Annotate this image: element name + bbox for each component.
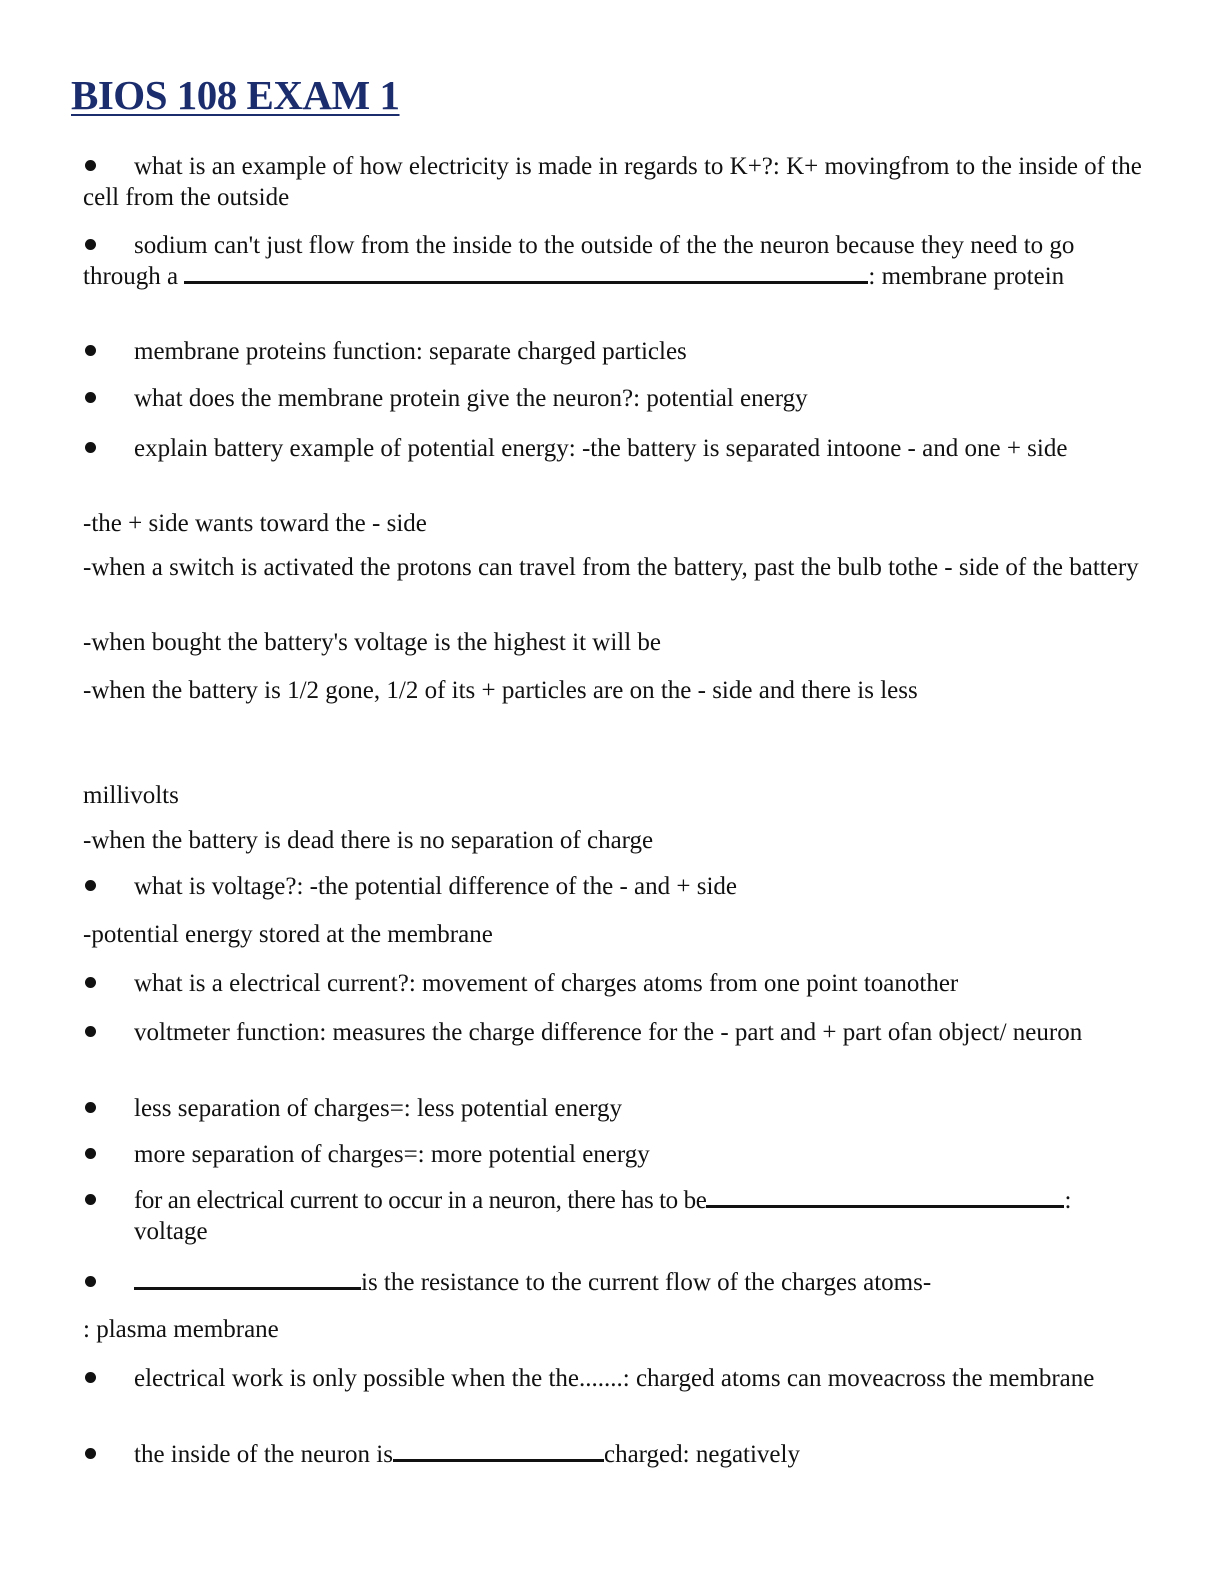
- list-item: [83, 230, 1143, 292]
- page-title: BIOS 108 EXAM 1: [71, 72, 400, 118]
- paragraph: : plasma membrane: [83, 1316, 279, 1343]
- item-text: voltage: [134, 1218, 208, 1245]
- list-item: [83, 968, 1143, 999]
- list-item: [83, 1267, 1143, 1298]
- list-item: [83, 383, 1143, 414]
- item-text: charged: negatively: [603, 1441, 800, 1468]
- fill-in-blank: [393, 1439, 604, 1462]
- item-text: :: [1064, 1187, 1072, 1214]
- item-text: what is a electrical current?: movement of charges atoms from one point toanother: [134, 970, 959, 997]
- fill-in-blank: [184, 261, 868, 284]
- fill-in-blank: [134, 1267, 361, 1290]
- item-text: : membrane protein: [868, 263, 1065, 290]
- list-item: [83, 871, 1143, 902]
- list-item: [83, 1363, 1143, 1394]
- item-text: electrical work is only possible when the the.......: charged atoms can moveacross the membrane: [134, 1365, 1095, 1392]
- paragraph: -the + side wants toward the - side: [83, 510, 427, 537]
- item-text: more separation of charges=: more potential energy: [134, 1141, 650, 1168]
- list-item: [83, 433, 1143, 464]
- list-item: [83, 1439, 1143, 1470]
- item-text: what is voltage?: -the potential difference of the - and + side: [134, 873, 738, 900]
- list-item: [83, 1139, 1143, 1170]
- item-text: is the resistance to the current flow of the charges atoms-: [361, 1269, 932, 1296]
- item-text: less separation of charges=: less potential energy: [134, 1095, 623, 1122]
- item-text: sodium can't just flow from the inside to the outside of the the neuron because they need to go through a: [83, 232, 1075, 290]
- paragraph: -potential energy stored at the membrane: [83, 921, 493, 948]
- item-text: explain battery example of potential energy: -the battery is separated intoone - and one + side: [134, 435, 1068, 462]
- paragraph: millivolts: [83, 782, 179, 809]
- item-text: what does the membrane protein give the neuron?: potential energy: [134, 385, 808, 412]
- paragraph: -when bought the battery's voltage is the highest it will be: [83, 629, 662, 656]
- list-item: [83, 151, 1143, 213]
- paragraph: -when a switch is activated the protons can travel from the battery, past the bulb tothe - side of the battery: [83, 554, 1139, 581]
- paragraph: -when the battery is 1/2 gone, 1/2 of its + particles are on the - side and there is less: [83, 677, 918, 704]
- item-text: voltmeter function: measures the charge difference for the - part and + part ofan object/ neuron: [134, 1019, 1083, 1046]
- list-item: [83, 1017, 1143, 1048]
- item-text: for an electrical current to occur in a neuron, there has to be: [134, 1187, 707, 1214]
- fill-in-blank: [706, 1185, 1064, 1208]
- item-text: what is an example of how electricity is made in regards to K+?: K+ movingfrom to the inside of the cell from the outside: [83, 153, 1142, 211]
- paragraph: -when the battery is dead there is no separation of charge: [83, 827, 654, 854]
- list-item: [83, 1093, 1143, 1124]
- item-text: the inside of the neuron is: [134, 1441, 393, 1468]
- item-text: membrane proteins function: separate charged particles: [134, 338, 687, 365]
- list-item: [83, 1185, 1194, 1247]
- list-item: [83, 336, 1143, 367]
